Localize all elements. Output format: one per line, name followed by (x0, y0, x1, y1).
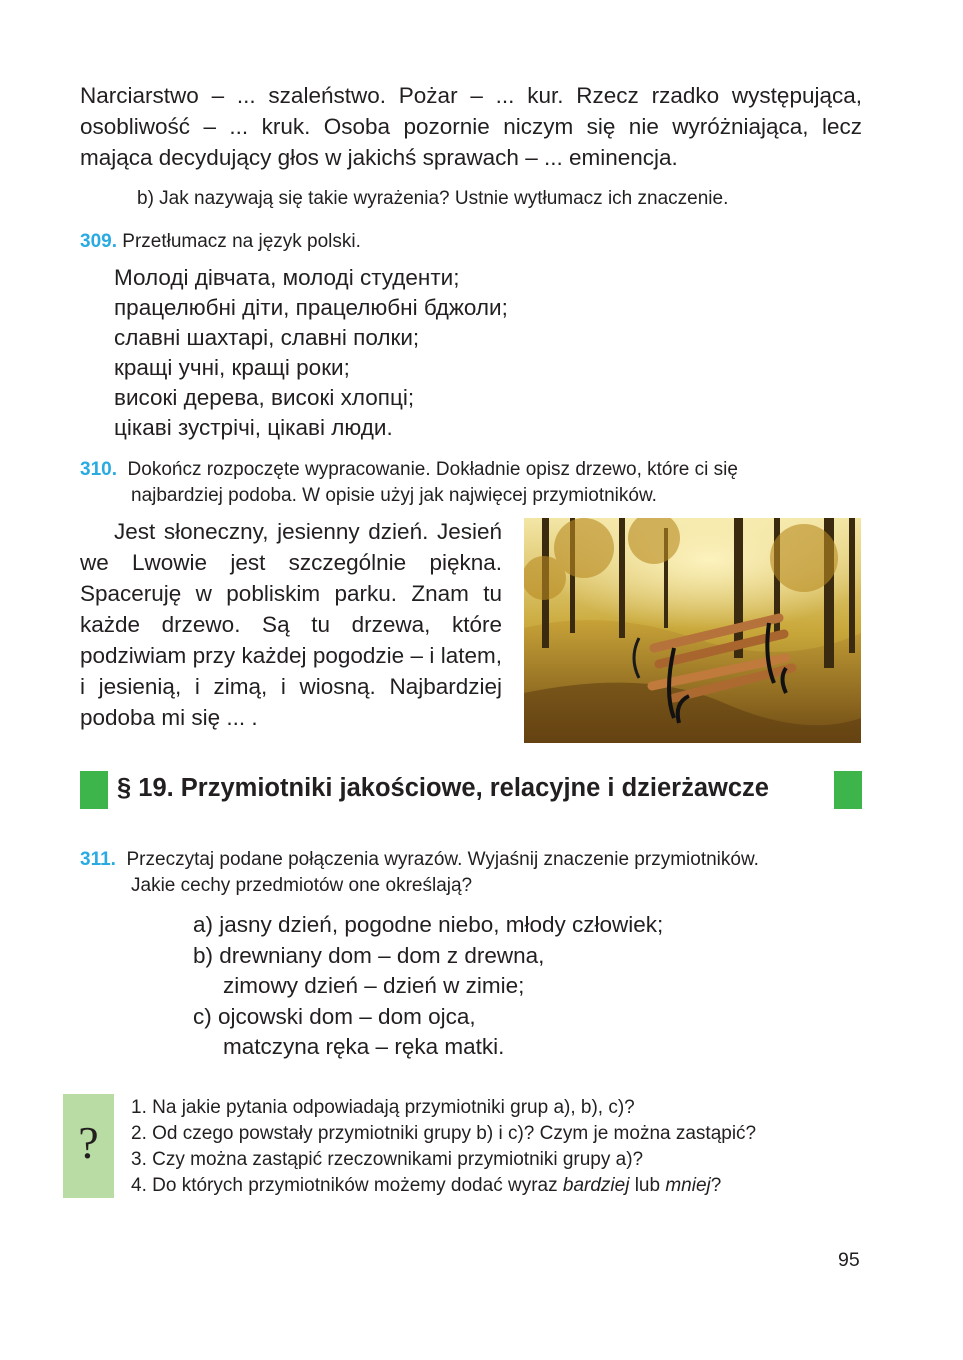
text-line: славні шахтарі, славні полки; (114, 325, 420, 350)
section-marker-right (834, 771, 862, 809)
text-line: цікаві зустрічі, цікаві люди. (114, 415, 393, 440)
page-number: 95 (838, 1249, 860, 1271)
essay-text: Jest słoneczny, jesienny dzień. Jesień we Lwowie jest szczególnie piękna. Spaceruję w pobliskim parku. Znam tu każde drzewo. Są tu drzewa, które podziwiam przy każdej pogodzie – i latem, i jesienią, i zimą, i wiosną. Najbardziej podoba mi się ... . (80, 519, 502, 730)
question-item: 3. Czy można zastąpić rzeczownikami przymiotniki grupy a)? (131, 1149, 644, 1170)
combination-line: a) jasny dzień, pogodne niebo, młody człowiek; (193, 912, 664, 937)
section-marker-left (80, 771, 108, 809)
exercise-310-header (80, 457, 862, 509)
section-heading (80, 770, 862, 810)
combination-line: matczyna ręka – ręka matki. (223, 1034, 505, 1059)
autumn-park-bench-photo (524, 518, 861, 743)
combination-line: c) ojcowski dom – dom ojca, (193, 1003, 476, 1029)
text-line: високі дерева, високі хлопці; (114, 385, 415, 410)
exercise-instruction: Dokończ rozpoczęte wypracowanie. Dokładnie opisz drzewo, które ci się (127, 459, 738, 480)
exercise-instruction: Przetłumacz na język polski. (122, 231, 361, 252)
questions-list (131, 1095, 756, 1199)
essay-start-paragraph (80, 516, 502, 733)
question-box (63, 1094, 114, 1198)
combination-line: b) drewniany dom – dom z drewna, (193, 942, 545, 968)
question-item: 1. Na jakie pytania odpowiadają przymiotniki grup a), b), c)? (131, 1097, 635, 1118)
exercise-number: 310. (80, 459, 117, 480)
exercise-311-header (80, 847, 862, 899)
exercise-309-header (80, 229, 860, 255)
question-item: 4. Do których przymiotników możemy dodać wyraz bardziej lub mniej? (131, 1175, 722, 1196)
question-item: 2. Od czego powstały przymiotniki grupy b) i c)? Czym je można zastąpić? (131, 1123, 757, 1144)
exercise-number: 311. (80, 849, 116, 870)
exercise-instruction-cont: Jakie cechy przedmiotów one określają? (131, 875, 473, 896)
text-line: Молоді дівчата, молоді студенти; (114, 265, 460, 290)
translation-lines (114, 263, 814, 443)
question-mark-icon: ? (78, 1117, 99, 1168)
word-combinations (193, 910, 663, 1063)
text-line: кращі учні, кращі роки; (114, 355, 350, 380)
task-b-instruction: b) Jak nazywają się takie wyrażenia? Ustnie wytłumacz ich znaczenie. (137, 188, 729, 209)
combination-line: zimowy dzień – dzień w zimie; (223, 973, 525, 998)
exercise-instruction-cont: najbardziej podoba. W opisie użyj jak najwięcej przymiotników. (131, 485, 657, 506)
section-title: § 19. Przymiotniki jakościowe, relacyjne i dzierżawcze (117, 774, 769, 802)
exercise-number: 309. (80, 231, 117, 252)
intro-paragraph: Narciarstwo – ... szaleństwo. Pożar – ... kur. Rzecz rzadko występująca, osobliwość – ... kruk. Osoba pozornie niczym się nie wyróżniająca, lecz mająca decydujący głos w jakichś sprawach – ... eminencja. (80, 83, 862, 170)
text-line: працелюбні діти, працелюбні бджоли; (114, 295, 508, 320)
exercise-instruction: Przeczytaj podane połączenia wyrazów. Wyjaśnij znaczenie przymiotników. (126, 849, 759, 870)
